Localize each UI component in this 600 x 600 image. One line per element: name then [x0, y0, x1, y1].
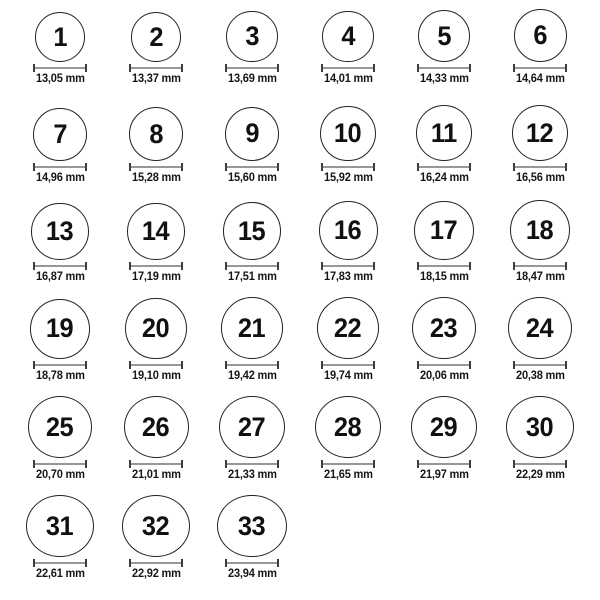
dimension-tick-right-icon [373, 361, 375, 369]
dimension-rule [35, 166, 85, 168]
diameter-dimension-line [321, 163, 375, 171]
dimension-rule [227, 463, 277, 465]
ring-size-number: 8 [149, 118, 163, 149]
ring-circle [319, 201, 378, 260]
dimension-tick-right-icon [181, 64, 183, 72]
ring-size-cell [300, 99, 396, 198]
ring-size-number: 2 [149, 21, 163, 52]
ring-circle [129, 107, 183, 161]
diameter-label: 19,42 mm [227, 370, 277, 383]
diameter-label: 20,38 mm [515, 370, 565, 383]
dimension-tick-right-icon [373, 460, 375, 468]
dimension-rule [131, 364, 181, 366]
dimension-rule [323, 463, 373, 465]
dimension-tick-right-icon [85, 361, 87, 369]
ring-circle [508, 297, 572, 359]
dimension-tick-right-icon [277, 262, 279, 270]
ring-size-cell [396, 297, 492, 396]
ring-circle [322, 11, 374, 63]
ring-circle [219, 396, 285, 458]
ring-size-number: 17 [430, 215, 458, 246]
ring-size-number: 30 [526, 411, 554, 442]
dimension-rule [323, 67, 373, 69]
ring-size-cell [12, 0, 108, 99]
ring-size-number: 15 [238, 215, 266, 246]
ring-size-number: 26 [142, 411, 170, 442]
ring-size-cell [108, 495, 204, 594]
dimension-rule [419, 265, 469, 267]
diameter-dimension-line [129, 64, 183, 72]
dimension-rule [515, 67, 565, 69]
dimension-rule [35, 562, 85, 564]
ring-size-cell [396, 0, 492, 99]
ring-size-number: 33 [238, 510, 266, 541]
ring-circle [122, 495, 191, 557]
dimension-rule [131, 166, 181, 168]
ring-size-number: 9 [245, 118, 259, 149]
ring-size-number: 1 [53, 21, 67, 52]
ring-size-cell [108, 99, 204, 198]
ring-size-number: 22 [334, 312, 362, 343]
dimension-rule [515, 463, 565, 465]
ring-circle [33, 108, 87, 162]
ring-size-cell [108, 198, 204, 297]
dimension-rule [35, 364, 85, 366]
diameter-dimension-line [321, 460, 375, 468]
ring-circle [35, 12, 85, 62]
dimension-rule [515, 265, 565, 267]
diameter-dimension-line [513, 163, 567, 171]
ring-size-number: 18 [526, 214, 554, 245]
ring-circle [226, 11, 277, 62]
diameter-label: 19,10 mm [131, 370, 181, 383]
diameter-label: 23,94 mm [227, 568, 277, 581]
dimension-tick-right-icon [469, 163, 471, 171]
ring-size-number: 13 [46, 216, 74, 247]
ring-size-number: 7 [53, 119, 67, 150]
dimension-tick-right-icon [277, 559, 279, 567]
diameter-dimension-line [513, 460, 567, 468]
dimension-tick-right-icon [85, 262, 87, 270]
dimension-tick-right-icon [469, 262, 471, 270]
diameter-label: 22,92 mm [131, 568, 181, 581]
diameter-dimension-line [513, 361, 567, 369]
dimension-rule [227, 67, 277, 69]
ring-size-cell [492, 297, 588, 396]
ring-size-number: 10 [334, 118, 362, 149]
ring-circle [506, 396, 573, 458]
dimension-rule [131, 463, 181, 465]
dimension-rule [35, 265, 85, 267]
ring-circle [221, 297, 283, 359]
ring-circle [223, 202, 281, 260]
dimension-tick-right-icon [181, 262, 183, 270]
dimension-tick-right-icon [85, 64, 87, 72]
dimension-tick-right-icon [469, 361, 471, 369]
ring-size-cell [204, 99, 300, 198]
dimension-tick-right-icon [277, 163, 279, 171]
dimension-tick-right-icon [469, 64, 471, 72]
dimension-tick-right-icon [277, 460, 279, 468]
ring-size-cell [108, 297, 204, 396]
diameter-dimension-line [129, 559, 183, 567]
diameter-label: 18,15 mm [419, 271, 469, 284]
diameter-dimension-line [417, 262, 471, 270]
ring-size-cell [300, 198, 396, 297]
ring-circle [418, 10, 470, 62]
ring-size-number: 24 [526, 312, 554, 343]
ring-size-cell [396, 396, 492, 495]
diameter-label: 16,56 mm [515, 172, 565, 185]
diameter-dimension-line [129, 262, 183, 270]
ring-size-cell [492, 0, 588, 99]
ring-circle [416, 105, 472, 161]
ring-circle [125, 298, 186, 359]
ring-circle [317, 297, 380, 359]
ring-circle [512, 105, 569, 162]
diameter-label: 16,87 mm [35, 271, 85, 284]
dimension-tick-right-icon [85, 163, 87, 171]
dimension-tick-right-icon [85, 460, 87, 468]
diameter-dimension-line [225, 163, 279, 171]
ring-size-cell [204, 0, 300, 99]
dimension-rule [419, 166, 469, 168]
dimension-rule [131, 67, 181, 69]
dimension-tick-right-icon [565, 163, 567, 171]
dimension-tick-right-icon [181, 163, 183, 171]
dimension-rule [515, 364, 565, 366]
diameter-dimension-line [33, 559, 87, 567]
ring-circle [320, 106, 375, 161]
ring-circle [217, 495, 286, 557]
dimension-rule [131, 562, 181, 564]
diameter-label: 13,69 mm [227, 73, 277, 86]
diameter-label: 15,60 mm [227, 172, 277, 185]
dimension-tick-right-icon [181, 559, 183, 567]
ring-size-cell [492, 99, 588, 198]
ring-size-cell [492, 198, 588, 297]
dimension-tick-right-icon [565, 460, 567, 468]
diameter-dimension-line [33, 64, 87, 72]
diameter-label: 16,24 mm [419, 172, 469, 185]
ring-size-number: 12 [526, 117, 554, 148]
diameter-dimension-line [513, 64, 567, 72]
diameter-dimension-line [417, 163, 471, 171]
ring-size-number: 23 [430, 312, 458, 343]
dimension-rule [323, 265, 373, 267]
ring-circle [510, 200, 570, 260]
ring-size-number: 19 [46, 313, 74, 344]
diameter-label: 14,33 mm [419, 73, 469, 86]
dimension-rule [227, 364, 277, 366]
dimension-tick-right-icon [181, 460, 183, 468]
ring-size-cell [12, 99, 108, 198]
ring-size-cell [12, 297, 108, 396]
diameter-dimension-line [321, 262, 375, 270]
diameter-label: 21,65 mm [323, 469, 373, 482]
ring-size-number: 27 [238, 411, 266, 442]
diameter-dimension-line [225, 64, 279, 72]
ring-circle [30, 299, 91, 360]
ring-size-cell [204, 495, 300, 594]
diameter-dimension-line [129, 361, 183, 369]
dimension-tick-right-icon [181, 361, 183, 369]
ring-size-cell [12, 396, 108, 495]
dimension-rule [131, 265, 181, 267]
dimension-rule [323, 166, 373, 168]
diameter-dimension-line [321, 361, 375, 369]
ring-circle [124, 396, 189, 458]
dimension-tick-right-icon [565, 262, 567, 270]
ring-circle [26, 495, 94, 557]
diameter-label: 15,28 mm [131, 172, 181, 185]
ring-size-cell [204, 297, 300, 396]
ring-size-number: 3 [245, 21, 259, 52]
diameter-dimension-line [33, 163, 87, 171]
diameter-dimension-line [417, 460, 471, 468]
ring-size-number: 5 [437, 20, 451, 51]
diameter-dimension-line [33, 460, 87, 468]
ring-size-cell [492, 396, 588, 495]
dimension-tick-right-icon [565, 361, 567, 369]
ring-size-cell [396, 198, 492, 297]
ring-circle [127, 203, 185, 261]
dimension-rule [419, 463, 469, 465]
diameter-dimension-line [321, 64, 375, 72]
diameter-label: 17,51 mm [227, 271, 277, 284]
diameter-label: 20,70 mm [35, 469, 85, 482]
diameter-dimension-line [513, 262, 567, 270]
ring-size-number: 31 [46, 510, 74, 541]
ring-circle [31, 203, 88, 260]
ring-circle [412, 297, 475, 359]
diameter-dimension-line [129, 163, 183, 171]
diameter-dimension-line [417, 64, 471, 72]
ring-size-cell [204, 396, 300, 495]
ring-size-number: 32 [142, 510, 170, 541]
ring-size-cell [300, 0, 396, 99]
diameter-label: 22,29 mm [515, 469, 565, 482]
diameter-label: 13,05 mm [35, 73, 85, 86]
diameter-label: 21,97 mm [419, 469, 469, 482]
ring-size-number: 28 [334, 411, 362, 442]
dimension-tick-right-icon [565, 64, 567, 72]
ring-size-number: 11 [431, 117, 457, 148]
dimension-rule [419, 364, 469, 366]
ring-size-number: 4 [341, 20, 355, 51]
dimension-tick-right-icon [373, 262, 375, 270]
ring-size-cell [12, 495, 108, 594]
diameter-dimension-line [417, 361, 471, 369]
diameter-dimension-line [33, 262, 87, 270]
diameter-label: 14,01 mm [323, 73, 373, 86]
diameter-label: 17,83 mm [323, 271, 373, 284]
diameter-label: 18,47 mm [515, 271, 565, 284]
dimension-tick-right-icon [373, 64, 375, 72]
diameter-dimension-line [225, 559, 279, 567]
ring-size-cell [108, 396, 204, 495]
ring-size-number: 25 [46, 411, 74, 442]
dimension-tick-right-icon [277, 361, 279, 369]
ring-circle [411, 396, 478, 458]
ring-circle [514, 9, 567, 62]
dimension-tick-right-icon [277, 64, 279, 72]
dimension-rule [227, 265, 277, 267]
diameter-dimension-line [225, 460, 279, 468]
dimension-rule [35, 463, 85, 465]
ring-size-cell [12, 198, 108, 297]
diameter-label: 14,96 mm [35, 172, 85, 185]
dimension-tick-right-icon [469, 460, 471, 468]
ring-size-cell [300, 396, 396, 495]
diameter-label: 17,19 mm [131, 271, 181, 284]
dimension-rule [227, 562, 277, 564]
diameter-label: 22,61 mm [35, 568, 85, 581]
diameter-label: 21,01 mm [131, 469, 181, 482]
ring-size-number: 14 [142, 215, 170, 246]
dimension-tick-right-icon [373, 163, 375, 171]
ring-size-number: 21 [238, 312, 266, 343]
ring-size-cell [204, 198, 300, 297]
ring-size-cell [396, 99, 492, 198]
ring-size-number: 29 [430, 411, 458, 442]
dimension-rule [515, 166, 565, 168]
diameter-dimension-line [33, 361, 87, 369]
ring-size-cell [300, 297, 396, 396]
diameter-label: 15,92 mm [323, 172, 373, 185]
diameter-dimension-line [225, 262, 279, 270]
diameter-label: 13,37 mm [131, 73, 181, 86]
ring-circle [414, 201, 474, 261]
diameter-dimension-line [129, 460, 183, 468]
ring-circle [28, 396, 92, 458]
ring-circle [315, 396, 381, 458]
dimension-tick-right-icon [85, 559, 87, 567]
diameter-label: 19,74 mm [323, 370, 373, 383]
dimension-rule [419, 67, 469, 69]
ring-size-number: 20 [142, 313, 170, 344]
dimension-rule [227, 166, 277, 168]
diameter-label: 14,64 mm [515, 73, 565, 86]
ring-size-cell [108, 0, 204, 99]
diameter-dimension-line [225, 361, 279, 369]
diameter-label: 21,33 mm [227, 469, 277, 482]
diameter-label: 18,78 mm [35, 370, 85, 383]
dimension-rule [35, 67, 85, 69]
ring-circle [225, 107, 280, 162]
diameter-label: 20,06 mm [419, 370, 469, 383]
ring-circle [131, 12, 182, 63]
dimension-rule [323, 364, 373, 366]
ring-size-number: 16 [334, 215, 362, 246]
ring-size-number: 6 [533, 20, 547, 51]
